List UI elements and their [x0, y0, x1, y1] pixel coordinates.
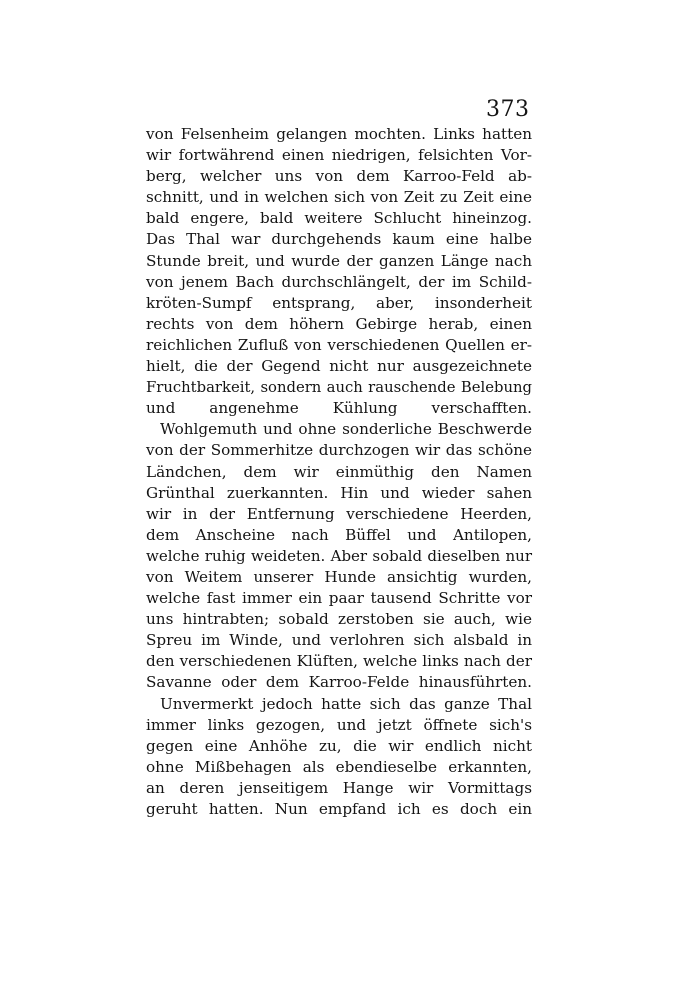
text-line: von der Sommerhitze durchzogen wir das schöne	[146, 441, 532, 460]
text-line: wir in der Entfernung verschiedene Heerden,	[146, 504, 532, 523]
text-line: gegen eine Anhöhe zu, die wir endlich nicht	[146, 736, 532, 755]
text-line: berg, welcher uns von dem Karroo-Feld ab-	[146, 167, 532, 186]
text-line: von jenem Bach durchschlängelt, der im Schild-	[146, 272, 532, 291]
text-line: geruht hatten. Nun empfand ich es doch ein	[146, 800, 532, 818]
text-line: den verschiedenen Klüften, welche links nach der	[146, 652, 532, 671]
body-text	[146, 124, 532, 820]
text-line: Spreu im Winde, und verlohren sich alsbald in	[146, 631, 532, 650]
paragraph	[146, 124, 532, 419]
text-line: reichlichen Zufluß von verschiedenen Quellen er-	[146, 335, 532, 354]
text-line: welche ruhig weideten. Aber sobald dieselben nur	[146, 546, 532, 565]
text-line: dem Anscheine nach Büffel und Antilopen,	[146, 525, 532, 544]
text-line: und angenehme Kühlung verschafften.	[146, 399, 532, 418]
text-line: Wohlgemuth und ohne sonderliche Beschwerde	[160, 420, 532, 439]
text-line: wir fortwährend einen niedrigen, felsichten Vor-	[146, 146, 532, 165]
text-line: Fruchtbarkeit, sondern auch rauschende Belebung	[146, 379, 532, 397]
text-line: Ländchen, dem wir einmüthig den Namen	[146, 462, 532, 481]
text-line: Savanne oder dem Karroo-Felde hinausführten.	[146, 673, 532, 692]
text-line: von Weitem unserer Hunde ansichtig wurden,	[146, 567, 532, 586]
text-line: hielt, die der Gegend nicht nur ausgezeichnete	[146, 357, 532, 376]
page-number: 373	[486, 97, 530, 122]
text-line: rechts von dem höhern Gebirge herab, einen	[146, 314, 532, 333]
text-line: bald engere, bald weitere Schlucht hineinzog.	[146, 209, 532, 228]
paragraph	[146, 694, 532, 821]
text-line: von Felsenheim gelangen mochten. Links hatten	[146, 125, 532, 143]
text-line: welche fast immer ein paar tausend Schritte vor	[146, 589, 532, 608]
text-line: immer links gezogen, und jetzt öffnete sich's	[146, 715, 532, 734]
text-line: Das Thal war durchgehends kaum eine halbe	[146, 230, 532, 249]
text-line: Unvermerkt jedoch hatte sich das ganze Thal	[160, 694, 532, 713]
text-line: an deren jenseitigem Hange wir Vormittags	[146, 778, 532, 797]
text-line: schnitt, und in welchen sich von Zeit zu Zeit eine	[146, 188, 532, 207]
text-line: ohne Mißbehagen als ebendieselbe erkannten,	[146, 757, 532, 776]
text-line: kröten-Sumpf entsprang, aber, insonderheit	[146, 293, 532, 312]
text-line: Stunde breit, und wurde der ganzen Länge nach	[146, 251, 532, 270]
paragraph	[146, 419, 532, 693]
text-line: Grünthal zuerkannten. Hin und wieder sahen	[146, 483, 532, 502]
text-line: uns hintrabten; sobald zerstoben sie auch, wie	[146, 610, 532, 629]
